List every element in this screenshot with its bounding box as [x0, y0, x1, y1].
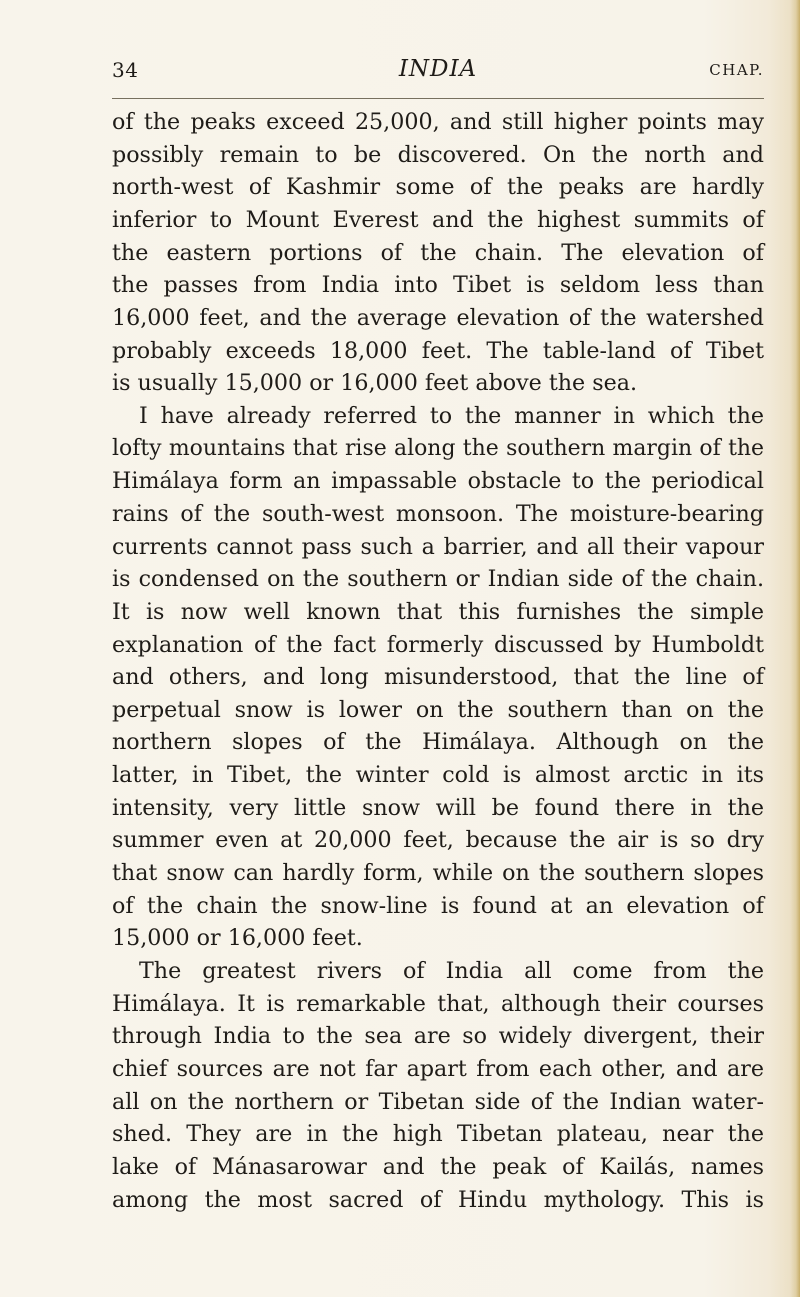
text-line: summer even at 20,000 feet, because the air is so dry: [112, 827, 764, 854]
text-line: The greatest rivers of India all come from the: [139, 958, 764, 985]
text-line: intensity, very little snow will be found there in the: [112, 794, 764, 821]
text-line: is condensed on the southern or Indian side of the chain.: [112, 566, 764, 593]
text-line: currents cannot pass such a barrier, and all their vapour: [112, 533, 764, 560]
text-line: northern slopes of the Himálaya. Although on the: [112, 729, 764, 756]
text-line: 15,000 or 16,000 feet.: [112, 925, 363, 952]
text-line: possibly remain to be discovered. On the north and: [112, 141, 764, 168]
text-line: latter, in Tibet, the winter cold is almost arctic in its: [112, 762, 764, 789]
text-line: the passes from India into Tibet is seldom less than: [112, 272, 764, 299]
text-line: probably exceeds 18,000 feet. The table-land of Tibet: [112, 337, 764, 364]
text-line: through India to the sea are so widely divergent, their: [112, 1023, 764, 1050]
page-header: [112, 56, 764, 86]
text-line: all on the northern or Tibetan side of the Indian water-: [112, 1088, 764, 1115]
text-line: inferior to Mount Everest and the highest summits of: [112, 206, 764, 233]
text-line: of the peaks exceed 25,000, and still higher points may: [112, 109, 764, 135]
body-text: [112, 106, 764, 1216]
text-line: explanation of the fact formerly discussed by Humboldt: [112, 631, 764, 658]
text-line: and others, and long misunderstood, that the line of: [112, 664, 764, 691]
text-line: of the chain the snow-line is found at an elevation of: [112, 892, 764, 919]
page-number: 34: [112, 58, 139, 82]
text-line: perpetual snow is lower on the southern than on the: [112, 696, 764, 723]
text-line: chief sources are not far apart from each other, and are: [112, 1056, 764, 1083]
text-line: among the most sacred of Hindu mythology. This is: [112, 1186, 764, 1213]
text-line: Himálaya. It is remarkable that, although their courses: [112, 990, 764, 1017]
chapter-label: CHAP.: [709, 61, 764, 79]
text-line: north-west of Kashmir some of the peaks are hardly: [112, 174, 764, 201]
text-line: is usually 15,000 or 16,000 feet above the sea.: [112, 370, 638, 397]
text-line: shed. They are in the high Tibetan plateau, near the: [112, 1121, 764, 1148]
running-title: INDIA: [398, 56, 478, 82]
header-rule: [112, 98, 764, 99]
text-line: I have already referred to the manner in which the: [139, 402, 764, 429]
page-edge-shadow: [790, 0, 800, 1297]
text-line: Himálaya form an impassable obstacle to the periodical: [112, 468, 764, 495]
text-line: that snow can hardly form, while on the southern slopes: [112, 860, 764, 887]
text-line: 16,000 feet, and the average elevation of the watershed: [112, 304, 764, 331]
text-line: the eastern portions of the chain. The elevation of: [112, 239, 764, 266]
text-line: rains of the south-west monsoon. The moisture-bearing: [112, 500, 764, 527]
text-line: It is now well known that this furnishes the simple: [112, 598, 764, 625]
text-line: lake of Mánasarowar and the peak of Kailás, names: [112, 1154, 764, 1180]
text-line: lofty mountains that rise along the southern margin of the: [112, 435, 764, 461]
